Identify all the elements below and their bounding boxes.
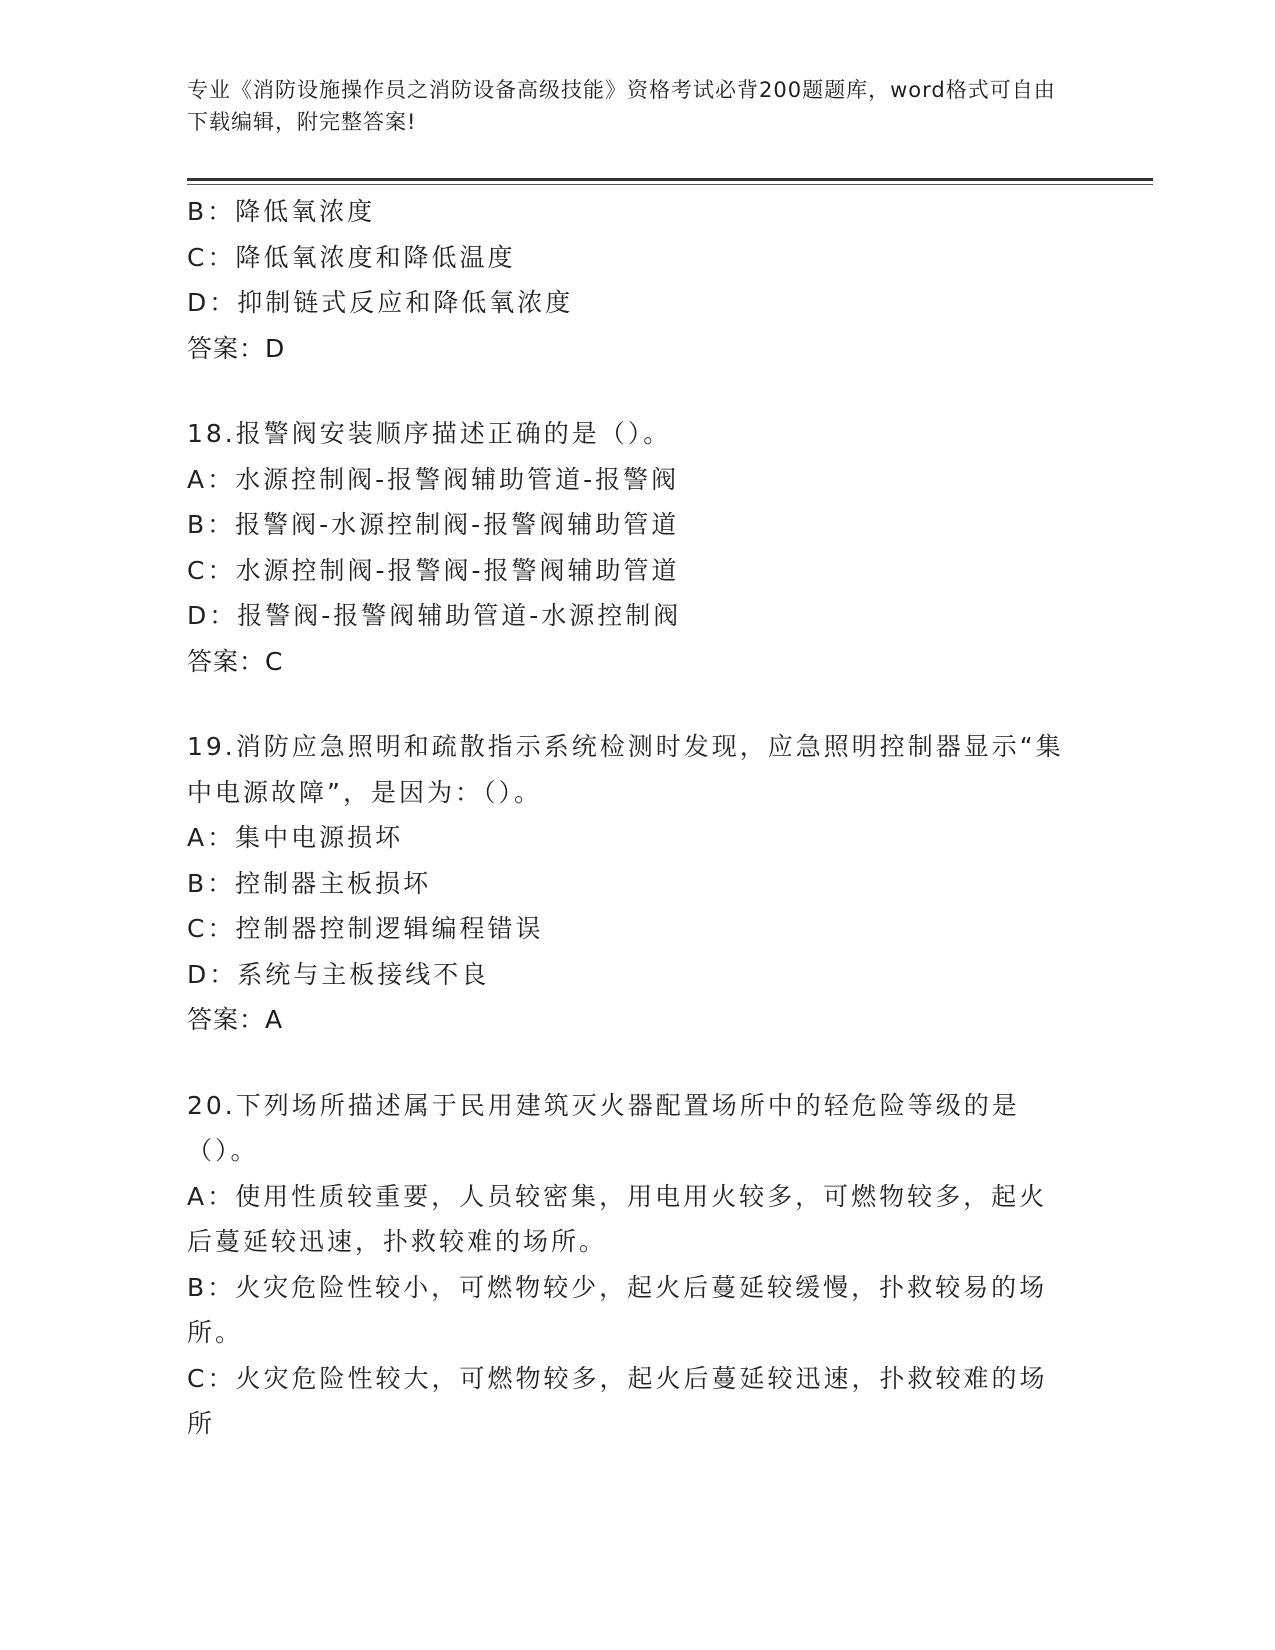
option-b: B：报警阀-水源控制阀-报警阀辅助管道 <box>187 510 680 539</box>
option-b: B：降低氧浓度 <box>187 197 376 226</box>
spacer <box>187 1043 1067 1083</box>
answer-label: 答案：A <box>187 1005 284 1034</box>
option-a: A：集中电源损坏 <box>187 823 404 852</box>
option-d: D：系统与主板接线不良 <box>187 959 490 989</box>
option-a: A：水源控制阀-报警阀辅助管道-报警阀 <box>187 464 680 494</box>
spacer <box>187 684 1067 724</box>
question-stem: 20.下列场所描述属于民用建筑灭火器配置场所中的轻危险等级的是（）。 <box>187 1090 1020 1165</box>
answer-label: 答案：D <box>187 333 286 363</box>
document-header: 专业《消防设施操作员之消防设备高级技能》资格考试必背200题题库，word格式可自由下载编辑，附完整答案! <box>187 78 1056 134</box>
option-c: C：火灾危险性较大，可燃物较多，起火后蔓延较迅速，扑救较难的场所 <box>187 1363 1048 1438</box>
question-20 <box>187 1083 1067 1447</box>
option-b: B：火灾危险性较小，可燃物较少，起火后蔓延较缓慢，扑救较易的场所。 <box>187 1272 1048 1347</box>
option-d: D：抑制链式反应和降低氧浓度 <box>187 288 574 317</box>
answer-label: 答案：C <box>187 646 284 676</box>
option-d: D：报警阀-报警阀辅助管道-水源控制阀 <box>187 601 682 630</box>
option-b: B：控制器主板损坏 <box>187 868 432 898</box>
question-17-tail <box>187 189 1067 371</box>
option-c: C：降低氧浓度和降低温度 <box>187 242 516 272</box>
question-19 <box>187 724 1067 1043</box>
spacer <box>187 371 1067 411</box>
question-stem: 18.报警阀安装顺序描述正确的是（）。 <box>187 419 672 448</box>
header-rule-thin <box>187 184 1153 185</box>
question-18 <box>187 411 1067 684</box>
question-stem: 19.消防应急照明和疏散指示系统检测时发现，应急照明控制器显示“集中电源故障”，是因为：（）。 <box>187 732 1064 807</box>
option-c: C：水源控制阀-报警阀-报警阀辅助管道 <box>187 555 680 585</box>
header-rule-thick <box>187 178 1153 181</box>
option-a: A：使用性质较重要，人员较密集，用电用火较多，可燃物较多，起火后蔓延较迅速，扑救较难的场所。 <box>187 1181 1048 1256</box>
question-content <box>187 189 1067 1447</box>
option-c: C：控制器控制逻辑编程错误 <box>187 914 544 943</box>
